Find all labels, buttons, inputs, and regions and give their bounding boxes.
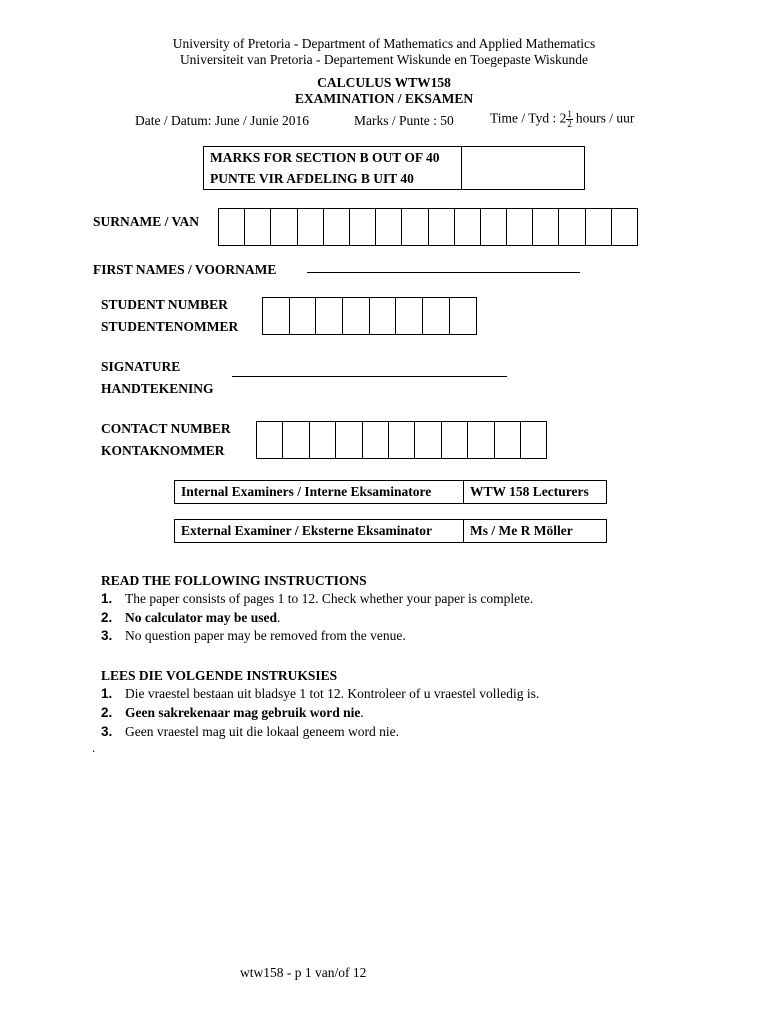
surname-box[interactable] (324, 209, 350, 245)
contact-number-box[interactable] (442, 422, 468, 458)
surname-box[interactable] (612, 209, 638, 245)
contact-number-box[interactable] (495, 422, 521, 458)
surname-box[interactable] (533, 209, 559, 245)
contact-number-box[interactable] (310, 422, 336, 458)
instructions-af-heading: LEES DIE VOLGENDE INSTRUKSIES (101, 668, 338, 683)
contact-number-boxes[interactable] (256, 421, 547, 459)
internal-examiners-value: WTW 158 Lecturers (464, 481, 607, 504)
university-line-en: University of Pretoria - Department of Mathematics and Applied Mathematics (172, 36, 596, 51)
contact-number-box[interactable] (389, 422, 415, 458)
exam-date: Date / Datum: June / Junie 2016 (135, 113, 309, 128)
university-line-af: Universiteit van Pretoria - Departement Wiskunde en Toegepaste Wiskunde (179, 52, 589, 67)
student-number-box[interactable] (396, 298, 423, 334)
course-title: CALCULUS WTW158 (317, 75, 451, 90)
surname-box[interactable] (559, 209, 585, 245)
surname-box[interactable] (455, 209, 481, 245)
instruction-en-item: 1. The paper consists of pages 1 to 12. Check whether your paper is complete. (101, 591, 534, 606)
contact-number-box[interactable] (283, 422, 309, 458)
contact-number-box[interactable] (521, 422, 547, 458)
student-number-box[interactable] (450, 298, 477, 334)
signature-line[interactable] (232, 376, 507, 377)
contact-number-box[interactable] (415, 422, 441, 458)
surname-box[interactable] (429, 209, 455, 245)
student-number-label-af: STUDENTENOMMER (101, 319, 239, 334)
contact-number-box[interactable] (468, 422, 494, 458)
time-fraction: $\frac{1}{2}$ (567, 109, 572, 129)
surname-boxes[interactable] (218, 208, 638, 246)
signature-label-af: HANDTEKENING (101, 381, 214, 396)
student-number-boxes[interactable] (262, 297, 477, 335)
student-number-label-en: STUDENT NUMBER (101, 297, 228, 312)
surname-box[interactable] (402, 209, 428, 245)
surname-box[interactable] (586, 209, 612, 245)
student-number-box[interactable] (316, 298, 343, 334)
contact-number-box[interactable] (336, 422, 362, 458)
student-number-box[interactable] (290, 298, 317, 334)
surname-box[interactable] (481, 209, 507, 245)
exam-marks: Marks / Punte : 50 (354, 113, 454, 128)
contact-number-label-en: CONTACT NUMBER (101, 421, 231, 436)
surname-box[interactable] (376, 209, 402, 245)
student-number-box[interactable] (423, 298, 450, 334)
instruction-en-item: 3. No question paper may be removed from the venue. (101, 628, 406, 643)
surname-box[interactable] (298, 209, 324, 245)
external-examiner-table (174, 519, 607, 543)
marks-box (203, 146, 585, 190)
instructions-en-heading: READ THE FOLLOWING INSTRUCTIONS (101, 573, 367, 588)
contact-number-label-af: KONTAKNOMMER (101, 443, 225, 458)
contact-number-box[interactable] (363, 422, 389, 458)
exam-time: Time / Tyd : 2 $\frac{1}{2}$ hours / uur (490, 109, 635, 129)
marks-label-en: MARKS FOR SECTION B OUT OF 40 (204, 147, 462, 169)
external-examiner-value: Ms / Me R Möller (464, 520, 607, 543)
student-number-box[interactable] (343, 298, 370, 334)
student-number-box[interactable] (370, 298, 397, 334)
instruction-af-item: 1. Die vraestel bestaan uit bladsye 1 tot 12. Kontroleer of u vraestel volledig is. (101, 686, 540, 701)
first-names-line[interactable] (307, 272, 580, 273)
instruction-af-item: 3. Geen vraestel mag uit die lokaal geneem word nie. (101, 724, 400, 739)
student-number-box[interactable] (263, 298, 290, 334)
signature-label-en: SIGNATURE (101, 359, 181, 374)
page-footer: wtw158 - p 1 van/of 12 (240, 965, 367, 980)
surname-label: SURNAME / VAN (93, 214, 200, 229)
internal-examiners-label: Internal Examiners / Interne Eksaminatore (175, 481, 464, 504)
exam-title: EXAMINATION / EKSAMEN (294, 91, 474, 106)
contact-number-box[interactable] (257, 422, 283, 458)
marks-label-af: PUNTE VIR AFDELING B UIT 40 (204, 168, 462, 190)
external-examiner-label: External Examiner / Eksterne Eksaminator (175, 520, 464, 543)
marks-entry-cell[interactable] (462, 147, 585, 190)
instruction-af-item: 2. Geen sakrekenaar mag gebruik word nie. (101, 705, 364, 720)
surname-box[interactable] (245, 209, 271, 245)
surname-box[interactable] (219, 209, 245, 245)
first-names-label: FIRST NAMES / VOORNAME (93, 262, 277, 277)
surname-box[interactable] (507, 209, 533, 245)
surname-box[interactable] (271, 209, 297, 245)
instruction-en-item: 2. No calculator may be used. (101, 610, 281, 625)
internal-examiners-table (174, 480, 607, 504)
stray-dot: . (92, 740, 96, 755)
surname-box[interactable] (350, 209, 376, 245)
